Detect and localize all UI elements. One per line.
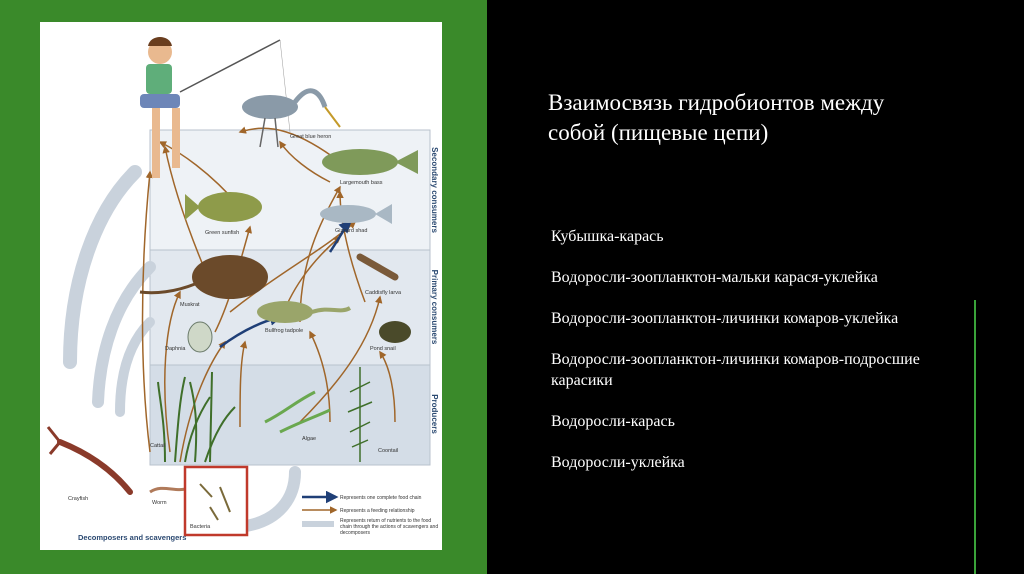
producers-label: Producers [430, 394, 439, 434]
bass-label: Largemouth bass [340, 180, 383, 186]
heron-label: Great blue heron [290, 134, 332, 140]
bacteria-label: Bacteria [190, 524, 211, 530]
food-chain-item: Водоросли-зоопланктон-личинки комаров-подросшие карасики [551, 351, 920, 389]
nutrient-return-arrow [70, 172, 135, 362]
slide-title: Взаимосвязь гидробионтов между собой (пищевые цепи) [548, 90, 885, 145]
legend-feeding: Represents a feeding relationship [340, 508, 415, 514]
legend-food-chain: Represents one complete food chain [340, 495, 422, 501]
muskrat-label: Muskrat [180, 302, 200, 308]
accent-divider [974, 300, 976, 574]
secondary-consumers-label: Secondary consumers [430, 147, 439, 233]
food-web-figure [40, 22, 442, 550]
food-chain-item: Водоросли-зоопланктон-личинки комаров-уклейка [551, 310, 899, 327]
food-web-diagram [40, 22, 442, 550]
food-chain-item: Водоросли-уклейка [551, 454, 685, 471]
caddisfly-label: Caddisfly larva [365, 290, 402, 296]
tadpole-label: Bullfrog tadpole [265, 328, 304, 334]
algae-label: Algae [302, 436, 317, 442]
legend-nutrients: Represents return of nutrients to the food chain through the actions of scavengers and decomposers [340, 518, 439, 536]
food-chain-item: Водоросли-зоопланктон-мальки карася-уклейка [551, 269, 878, 286]
sunfish-label: Green sunfish [205, 230, 240, 236]
legend [302, 495, 440, 550]
worm-label: Worm [152, 500, 167, 506]
food-chain-item: Водоросли-карась [551, 413, 675, 430]
daphnia-illustration [188, 322, 212, 352]
food-chain-item: Кубышка-карась [551, 228, 664, 245]
primary-consumers-label: Primary consumers [430, 269, 439, 345]
crayfish-illustration [48, 427, 130, 492]
shad-label: Gizzard shad [335, 228, 368, 234]
daphnia-label: Daphnia [165, 346, 186, 352]
coontail-label: Coontail [378, 448, 399, 454]
food-chain-list [551, 226, 931, 493]
secondary-consumers-band [150, 130, 430, 250]
crayfish-label: Crayfish [68, 496, 89, 502]
cattail-label: Cattail [150, 443, 166, 449]
decomposers-label: Decomposers and scavengers [78, 533, 187, 542]
snail-label: Pond snail [370, 346, 396, 352]
snail-illustration [379, 321, 411, 343]
